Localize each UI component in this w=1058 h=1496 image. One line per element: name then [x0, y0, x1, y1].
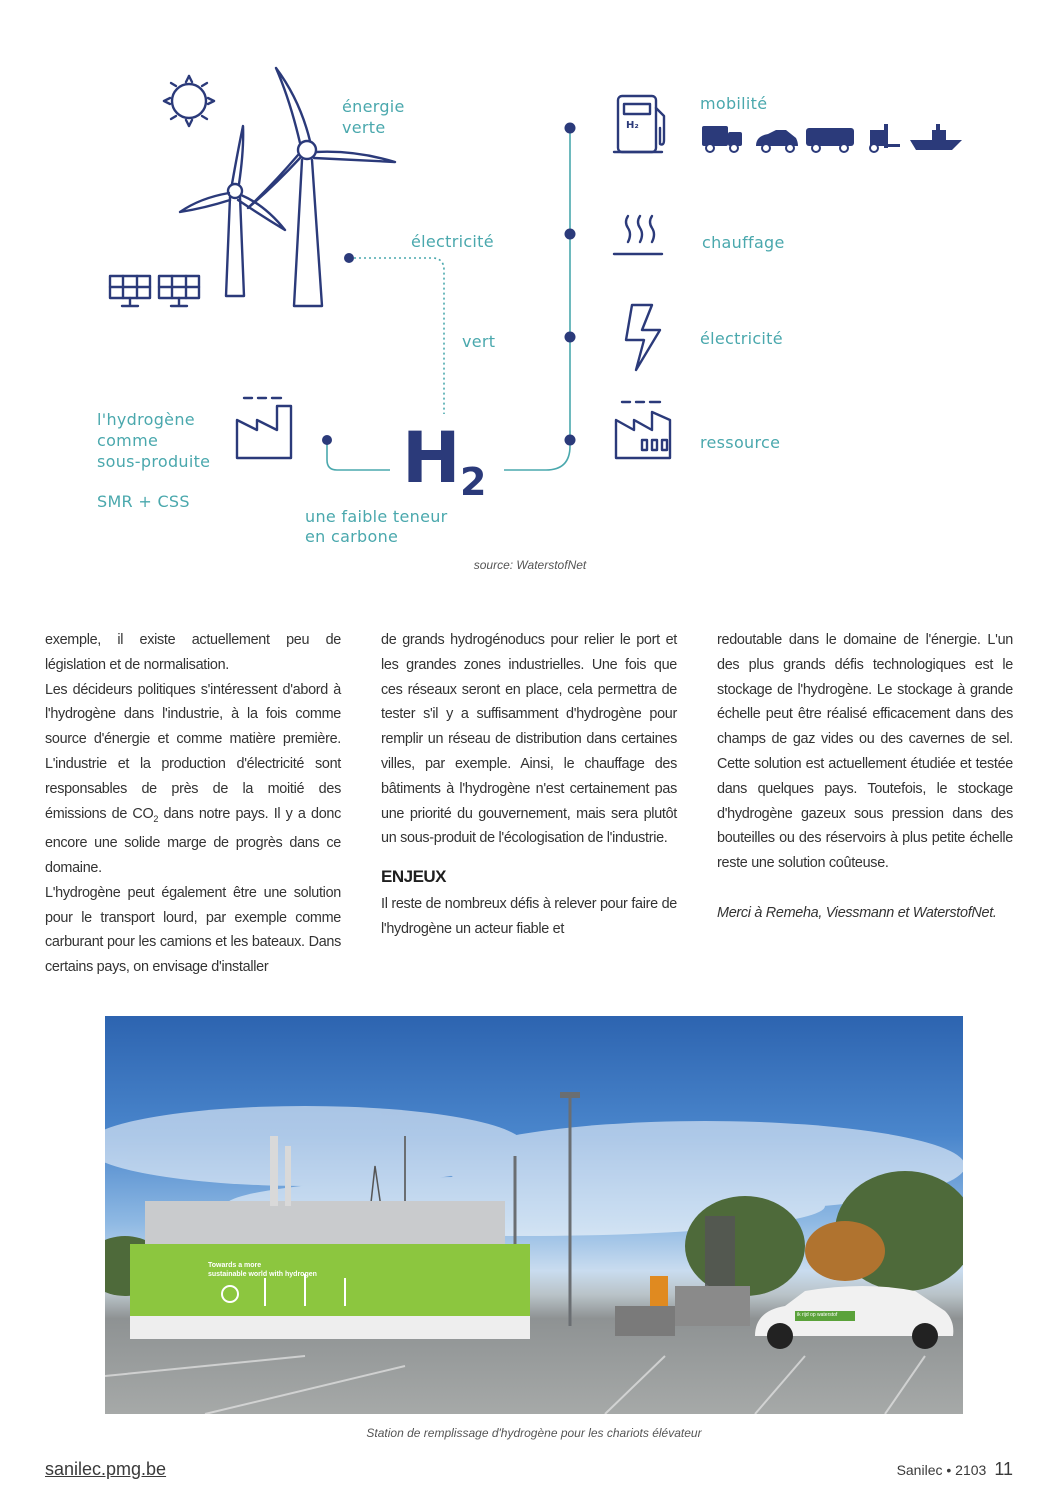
paragraph: exemple, il existe actuellement peu de législation et de normalisation.: [45, 632, 341, 673]
label-low-carbon-2: en carbone: [305, 527, 399, 546]
magazine-issue: Sanilec • 2103: [896, 1462, 987, 1478]
label-energie: énergie: [342, 97, 405, 116]
factory-resource-icon: [616, 402, 670, 458]
label-byproduct-1: l'hydrogène: [97, 410, 195, 429]
paragraph-text: dans notre pays. Il y a donc encore une solide marge de progrès dans ce domaine.: [45, 805, 341, 877]
page-footer: [897, 1459, 1013, 1480]
photo-caption: Station de remplissage d'hydrogène pour les chariots élévateur: [366, 1426, 702, 1440]
paragraph: redoutable dans le domaine de l'énergie. L'un des plus grands défis technologiques est le stockage de l'hydrogène. Le stockage à grande échelle peut être réalisé efficacement dans des champs de gaz vides ou des cavernes de sel. Cette solution est actuellement étudiée et testée dans quelques pays. Toutefois, le stockage d'hydrogène gazeux sous pression dans des bouteilles ou des réservoirs à plus petite échelle reste une solution coûteuse.: [717, 632, 1013, 872]
website-link[interactable]: sanilec.pmg.be: [45, 1459, 167, 1479]
hydrogen-station-photo: [105, 1016, 963, 1414]
car-text: ik rijd op waterstof: [797, 1312, 838, 1318]
label-smr: SMR + CSS: [97, 492, 190, 511]
wind-turbine-small-icon: [180, 126, 285, 296]
page-number: 11: [994, 1459, 1013, 1479]
label-ressource: ressource: [700, 433, 781, 452]
hydrogen-diagram: [0, 0, 1058, 560]
label-mobilite: mobilité: [700, 94, 768, 113]
text-column-1: [45, 628, 341, 980]
paragraph-text: Les décideurs politiques s'intéressent d'abord à l'hydrogène dans l'industrie, à la fois comme source d'énergie et comme matière première. L'industrie et la production d'électricité sont responsables de près de la moitié des émissions de CO: [45, 681, 341, 822]
acknowledgement: Merci à Remeha, Viessmann et WaterstofNet.: [717, 904, 997, 921]
diagram-source: source: WaterstofNet: [473, 558, 587, 572]
pump-label: H₂: [626, 120, 639, 131]
photo-illustration: [105, 1016, 963, 1414]
paragraph: L'hydrogène peut également être une solution pour le transport lourd, par exemple comme carburant pour les camions et les bateaux. Dans certains pays, on envisage d'installer: [45, 884, 341, 976]
label-vert: vert: [462, 332, 496, 351]
label-low-carbon-1: une faible teneur: [305, 507, 448, 526]
factory-icon: [237, 398, 291, 458]
banner-line-1: Towards a more: [208, 1262, 262, 1269]
label-electricite-use: électricité: [700, 329, 783, 348]
label-chauffage: chauffage: [702, 233, 785, 252]
banner-line-2: sustainable world with hydrogen: [208, 1271, 317, 1278]
label-byproduct-3: sous-produite: [97, 452, 211, 471]
section-heading: ENJEUX: [381, 867, 447, 887]
fuel-pump-icon: [614, 96, 664, 152]
vehicles-icon: [702, 124, 962, 152]
h2-subscript: 2: [460, 460, 487, 504]
heating-icon: [614, 216, 662, 254]
h2-symbol: H: [402, 417, 461, 499]
label-byproduct-2: comme: [97, 431, 159, 450]
banner-text: [208, 1261, 317, 1279]
subscript: 2: [153, 813, 159, 824]
solar-panel-icon: [110, 276, 199, 306]
label-verte: verte: [342, 118, 386, 137]
text-column-2: [381, 628, 677, 942]
label-electricite-top: électricité: [411, 232, 494, 251]
sun-icon: [164, 76, 214, 126]
paragraph: de grands hydrogénoducs pour relier le port et les grandes zones industrielles. Une fois que ces réseaux seront en place, cela permettra de tester s'il y a suffisamment d'hydrogène pour remplir un réseau de distribution dans certaines villes, par exemple. Ainsi, le chauffage des bâtiments à l'hydrogène n'est certainement pas une priorité du gouvernement, mais sera plutôt un sous-produit de l'écologisation de l'industrie.: [381, 632, 677, 847]
paragraph: [45, 678, 341, 881]
paragraph: Il reste de nombreux défis à relever pour faire de l'hydrogène un acteur fiable et: [381, 895, 677, 937]
text-column-3: [717, 628, 1013, 926]
lightning-icon: [626, 305, 660, 370]
